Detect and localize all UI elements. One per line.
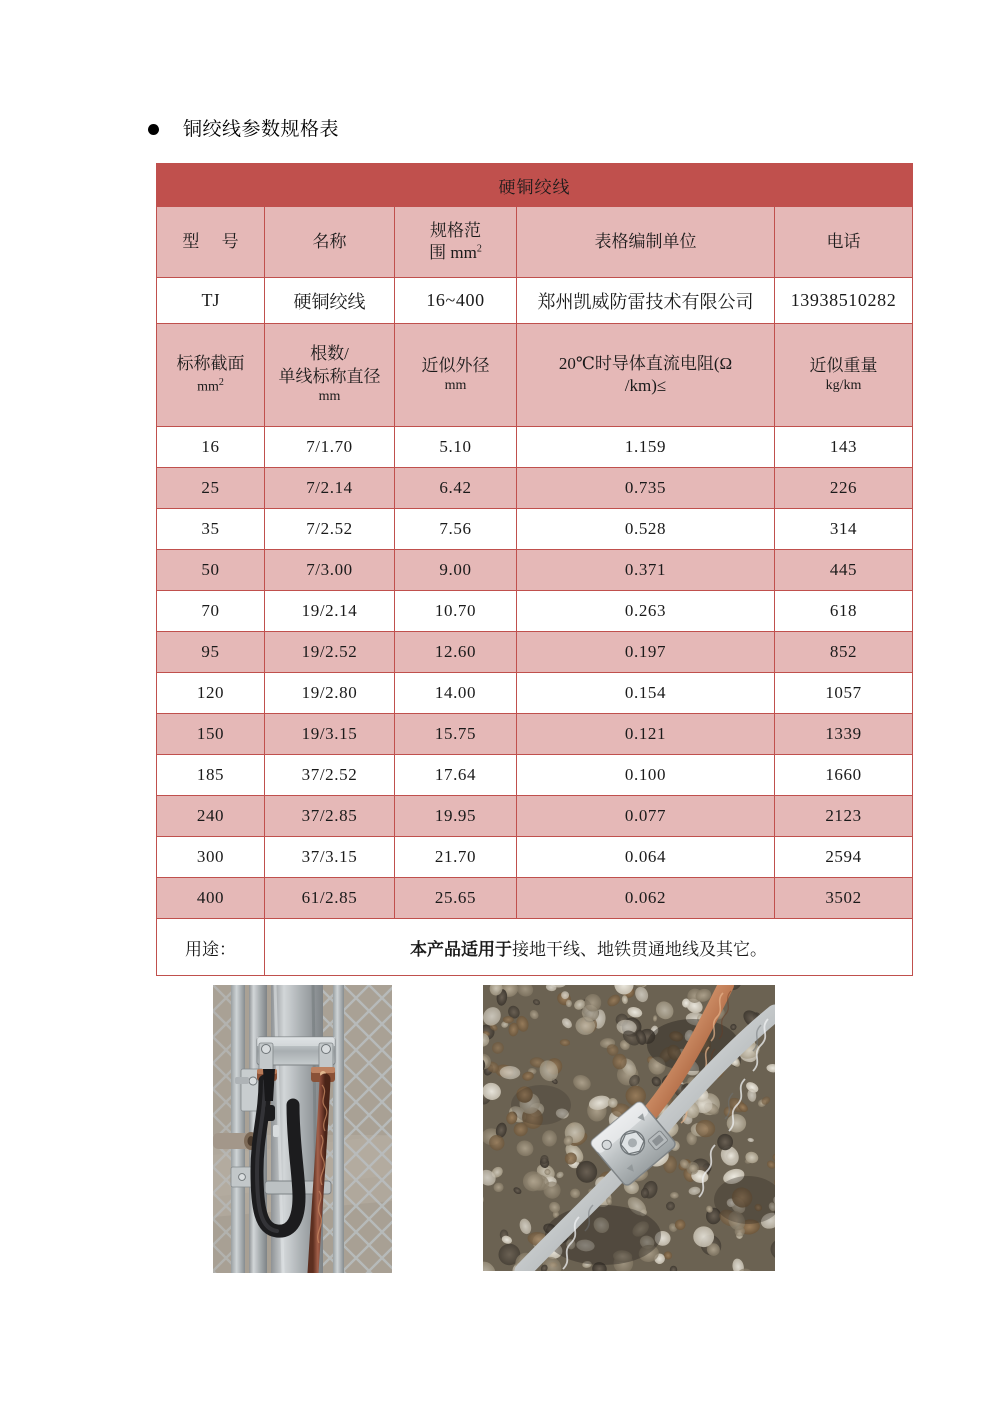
usage-label: 用途：: [157, 919, 265, 976]
cell-nominal-section: 300: [157, 837, 265, 878]
cell-nominal-section: 185: [157, 755, 265, 796]
cell-weight: 3502: [775, 878, 913, 919]
header-model: 型 号: [157, 207, 265, 278]
header-phone: 电话: [775, 207, 913, 278]
table-title-row: [157, 164, 913, 207]
value-compiler: 郑州凯威防雷技术有限公司: [517, 278, 775, 324]
cell-strands: 7/2.52: [265, 509, 395, 550]
cell-weight: 2594: [775, 837, 913, 878]
cell-weight: 618: [775, 591, 913, 632]
column-header-resistance: 20℃时导体直流电阻(Ω /km)≤: [517, 324, 775, 427]
column-header-nominal-section: 标称截面 $mm^2$: [157, 324, 265, 427]
cell-outer-diameter: 5.10: [395, 427, 517, 468]
cell-nominal-section: 50: [157, 550, 265, 591]
table-row: [157, 509, 913, 550]
cell-weight: 1339: [775, 714, 913, 755]
cell-strands: 19/2.14: [265, 591, 395, 632]
bullet-dot-icon: [148, 124, 159, 135]
cell-nominal-section: 240: [157, 796, 265, 837]
value-spec-range: 16~400: [395, 278, 517, 324]
cell-outer-diameter: 25.65: [395, 878, 517, 919]
cell-nominal-section: 25: [157, 468, 265, 509]
cell-outer-diameter: 17.64: [395, 755, 517, 796]
cell-strands: 7/2.14: [265, 468, 395, 509]
cell-weight: 143: [775, 427, 913, 468]
fence-post-grounding-illustration: [213, 985, 392, 1273]
header-compiler: 表格编制单位: [517, 207, 775, 278]
cell-resistance: 0.263: [517, 591, 775, 632]
cell-weight: 2123: [775, 796, 913, 837]
table-row: [157, 591, 913, 632]
cell-nominal-section: 400: [157, 878, 265, 919]
column-header-row: [157, 324, 913, 427]
cell-strands: 37/3.15: [265, 837, 395, 878]
cell-nominal-section: 35: [157, 509, 265, 550]
header-spec-range: 规格范 围 $mm^2$: [395, 207, 517, 278]
cell-nominal-section: 120: [157, 673, 265, 714]
cell-weight: 1660: [775, 755, 913, 796]
table-title: 硬铜绞线: [157, 164, 913, 207]
cell-resistance: 0.077: [517, 796, 775, 837]
cell-resistance: 0.735: [517, 468, 775, 509]
table-row: [157, 427, 913, 468]
cell-strands: 19/2.52: [265, 632, 395, 673]
column-header-weight: 近似重量 kg/km: [775, 324, 913, 427]
cell-strands: 37/2.85: [265, 796, 395, 837]
cell-nominal-section: 16: [157, 427, 265, 468]
value-model: TJ: [157, 278, 265, 324]
table-row: [157, 755, 913, 796]
cell-weight: 852: [775, 632, 913, 673]
info-header-row: [157, 207, 913, 278]
cell-strands: 19/3.15: [265, 714, 395, 755]
section-heading: [148, 120, 339, 139]
table-row: [157, 550, 913, 591]
cell-weight: 226: [775, 468, 913, 509]
spec-table-container: [156, 163, 912, 976]
cell-resistance: 0.121: [517, 714, 775, 755]
table-row: [157, 632, 913, 673]
info-value-row: [157, 278, 913, 324]
cell-outer-diameter: 7.56: [395, 509, 517, 550]
section-heading-label: 铜绞线参数规格表: [183, 119, 340, 140]
cell-weight: 1057: [775, 673, 913, 714]
cell-nominal-section: 95: [157, 632, 265, 673]
cell-nominal-section: 150: [157, 714, 265, 755]
cell-resistance: 0.528: [517, 509, 775, 550]
cell-strands: 61/2.85: [265, 878, 395, 919]
cell-outer-diameter: 19.95: [395, 796, 517, 837]
cell-weight: 314: [775, 509, 913, 550]
copper-stranded-wire-spec-table: [156, 163, 913, 976]
column-header-strands: 根数/ 单线标称直径 mm: [265, 324, 395, 427]
cell-strands: 19/2.80: [265, 673, 395, 714]
usage-text-strong: 本产品适用于: [410, 939, 513, 959]
cell-outer-diameter: 9.00: [395, 550, 517, 591]
usage-text-rest: 接地干线、地铁贯通地线及其它。: [512, 939, 768, 959]
cell-outer-diameter: 10.70: [395, 591, 517, 632]
table-row: [157, 673, 913, 714]
cell-resistance: 1.159: [517, 427, 775, 468]
value-name: 硬铜绞线: [265, 278, 395, 324]
table-row: [157, 878, 913, 919]
cell-resistance: 0.197: [517, 632, 775, 673]
table-row: [157, 714, 913, 755]
copper-braid-clamp-gravel-photo: [483, 985, 775, 1271]
cell-resistance: 0.064: [517, 837, 775, 878]
cell-outer-diameter: 21.70: [395, 837, 517, 878]
cell-outer-diameter: 15.75: [395, 714, 517, 755]
column-header-outer-diameter: 近似外径 mm: [395, 324, 517, 427]
cell-resistance: 0.100: [517, 755, 775, 796]
cell-outer-diameter: 12.60: [395, 632, 517, 673]
cell-outer-diameter: 14.00: [395, 673, 517, 714]
table-row: [157, 468, 913, 509]
cell-resistance: 0.371: [517, 550, 775, 591]
usage-text: [265, 919, 913, 976]
copper-braid-clamp-illustration: [483, 985, 775, 1271]
value-phone: 13938510282: [775, 278, 913, 324]
cell-resistance: 0.154: [517, 673, 775, 714]
cell-nominal-section: 70: [157, 591, 265, 632]
usage-row: [157, 919, 913, 976]
cell-outer-diameter: 6.42: [395, 468, 517, 509]
table-row: [157, 796, 913, 837]
cell-resistance: 0.062: [517, 878, 775, 919]
cell-strands: 7/1.70: [265, 427, 395, 468]
header-name: 名称: [265, 207, 395, 278]
cell-weight: 445: [775, 550, 913, 591]
cell-strands: 37/2.52: [265, 755, 395, 796]
fence-post-grounding-photo: [213, 985, 392, 1273]
table-row: [157, 837, 913, 878]
cell-strands: 7/3.00: [265, 550, 395, 591]
